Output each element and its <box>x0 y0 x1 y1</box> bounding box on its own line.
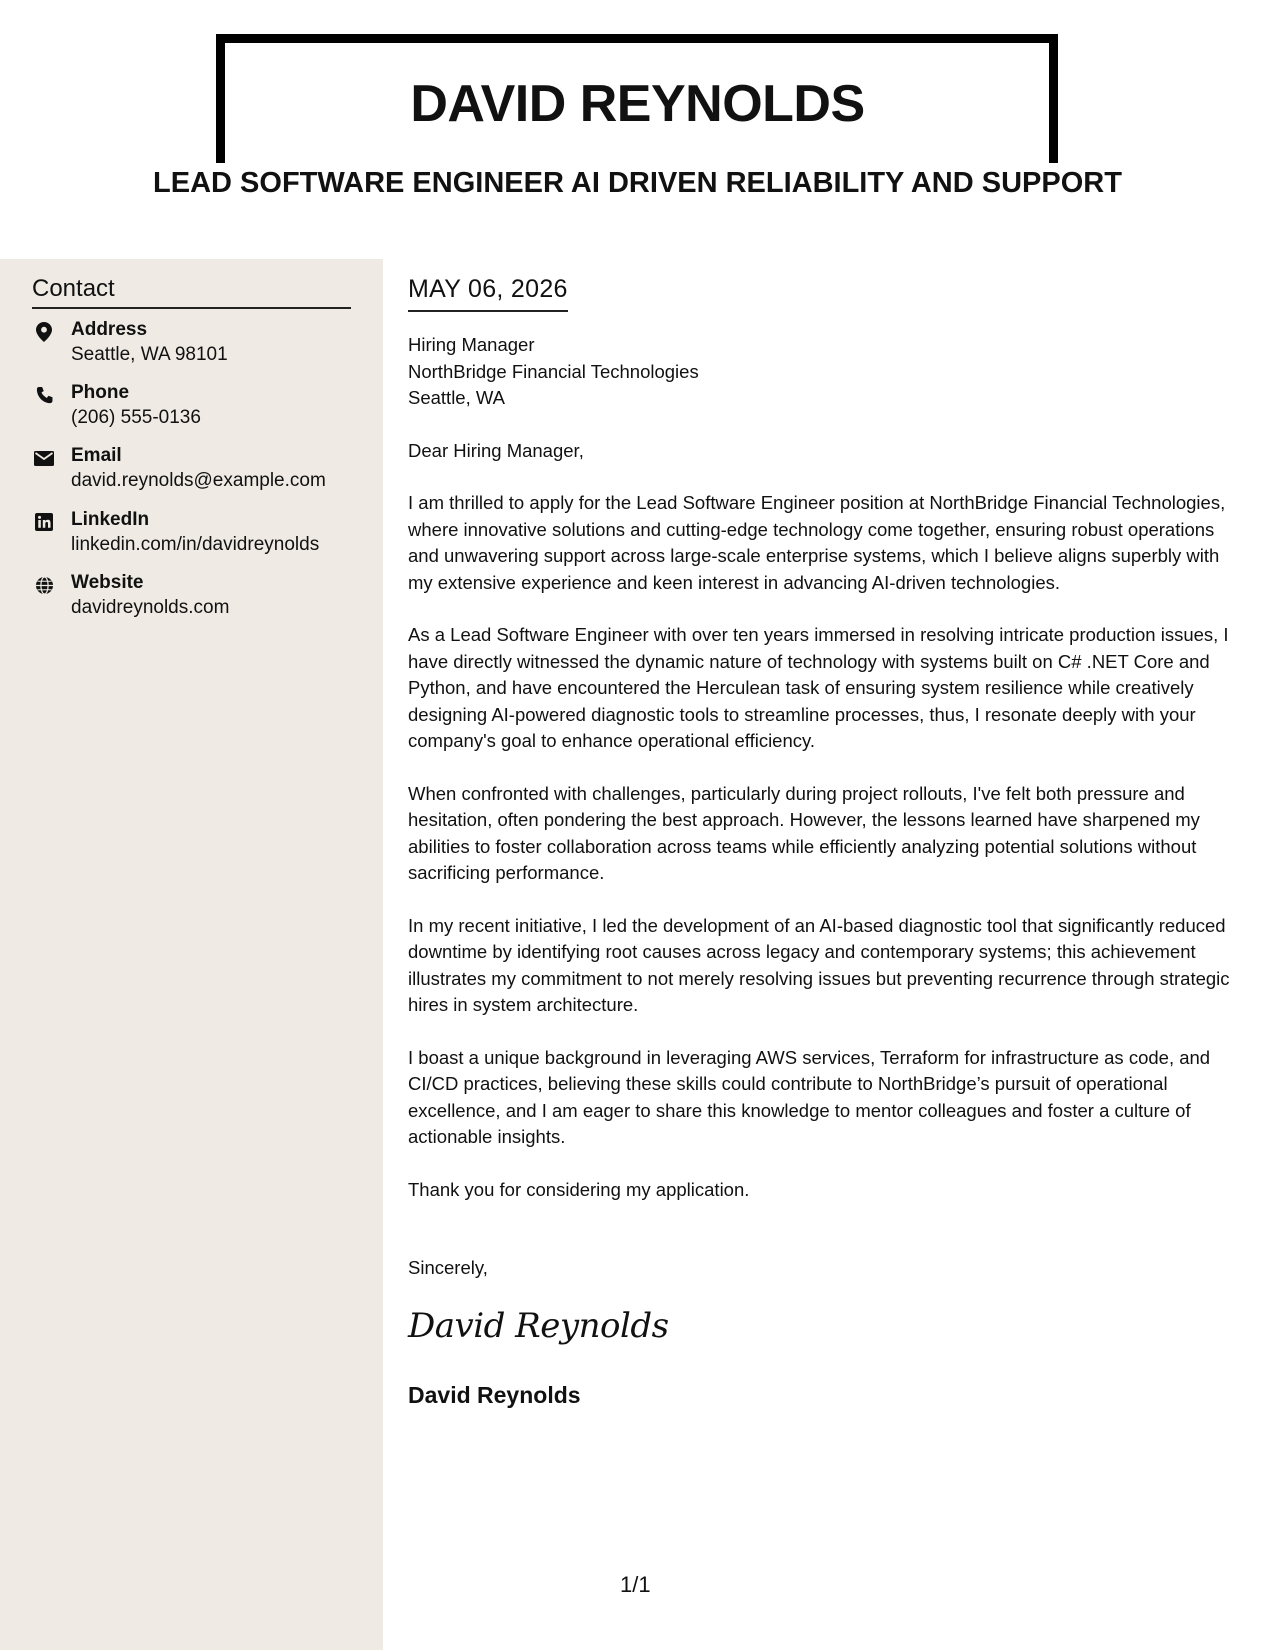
contact-label: Website <box>71 572 144 593</box>
paragraph: I am thrilled to apply for the Lead Software Engineer position at NorthBridge Financial Technologies, where innovative solutions and cutting-edge technology come together, ensuring robust operations and unwavering support across large-scale enterprise systems, which I believe aligns superbly with my extensive experience and keen interest in advancing AI-driven technologies. <box>408 492 1226 593</box>
paragraph: As a Lead Software Engineer with over ten years immersed in resolving intricate production issues, I have directly witnessed the dynamic nature of technology with systems built on C# .NET Core and Python, and have encountered the Herculean task of ensuring system resilience while creatively designing AI-powered diagnostic tools to streamline processes, thus, I resonate deeply with your company's goal to enhance operational efficiency. <box>408 624 1229 751</box>
linkedin-value: linkedin.com/in/davidreynolds <box>71 534 320 555</box>
recipient-block <box>408 332 1246 412</box>
recipient-line: NorthBridge Financial Technologies <box>408 360 699 382</box>
phone-value: (206) 555-0136 <box>71 407 201 428</box>
salutation: Dear Hiring Manager, <box>408 439 584 461</box>
recipient-line: Seattle, WA <box>408 387 505 408</box>
address-value: Seattle, WA 98101 <box>71 344 228 365</box>
contact-label: LinkedIn <box>71 509 150 530</box>
globe-icon <box>32 573 56 597</box>
email-value: david.reynolds@example.com <box>71 470 326 491</box>
paragraph: Thank you for considering my application. <box>408 1178 750 1200</box>
contact-label: Address <box>71 319 148 340</box>
location-pin-icon <box>32 320 56 344</box>
candidate-name: DAVID REYNOLDS <box>410 75 865 133</box>
recipient-line: Hiring Manager <box>408 334 535 355</box>
envelope-icon <box>32 446 56 470</box>
signer-name: David Reynolds <box>408 1381 581 1408</box>
closing: Sincerely, <box>408 1257 488 1278</box>
paragraph: When confronted with challenges, particularly during project rollouts, I've felt both pressure and hesitation, often pondering the best approach. However, the lessons learned have sharpened my abilities to foster collaboration across teams while efficiently analyzing potential solutions without sacrificing performance. <box>408 782 1200 883</box>
job-title: LEAD SOFTWARE ENGINEER AI DRIVEN RELIABILITY AND SUPPORT <box>153 167 1122 199</box>
letter-body <box>408 275 1246 1409</box>
contact-heading: Contact <box>32 275 351 309</box>
signature: David Reynolds <box>408 1305 669 1346</box>
paragraph: In my recent initiative, I led the development of an AI-based diagnostic tool that significantly reduced downtime by identifying root causes across legacy and contemporary systems; this achievement illustrates my commitment to not merely resolving issues but preventing recurrence through strategic hires in system architecture. <box>408 914 1230 1015</box>
sidebar <box>0 259 383 1650</box>
phone-icon <box>32 383 56 407</box>
paragraph: I boast a unique background in leveraging AWS services, Terraform for infrastructure as code, and CI/CD practices, believing these skills could contribute to NorthBridge’s pursuit of operational excellence, and I am eager to share this knowledge to mentor colleagues and foster a culture of actionable insights. <box>408 1046 1211 1147</box>
page-number: 1/1 <box>620 1572 651 1597</box>
letter-date: MAY 06, 2026 <box>408 275 568 312</box>
contact-label: Phone <box>71 382 130 403</box>
linkedin-icon <box>32 510 56 534</box>
website-value: davidreynolds.com <box>71 597 230 618</box>
contact-label: Email <box>71 445 122 466</box>
